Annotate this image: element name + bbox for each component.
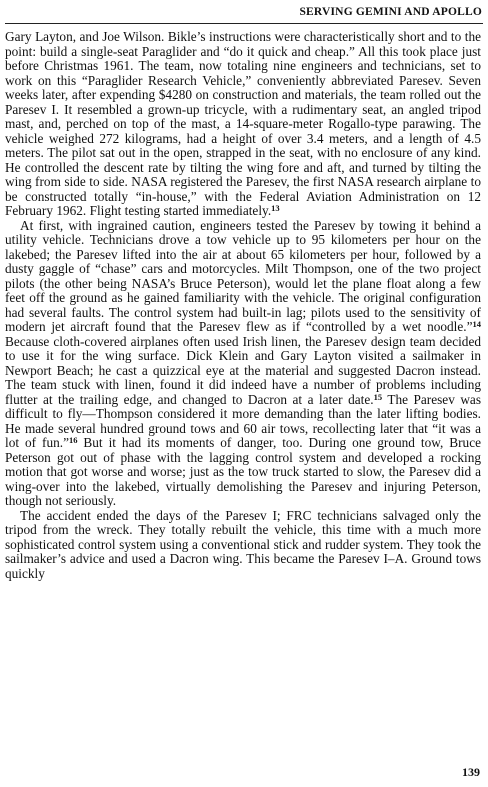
footnote-reference: 16 xyxy=(68,435,78,445)
page-number: 139 xyxy=(462,765,480,779)
paragraph xyxy=(5,509,481,582)
footnote-reference: 14 xyxy=(472,319,481,329)
paragraph-text: But it had its moments of danger, too. During one ground tow, Bruce Peterson got out of phase with the lagging control system and developed a rocking motion that got worse and worse; just as the tow truck started to slow, the Paresev did a wing-over into the lakebed, virtually demolishing the Paresev and injuring Peterson, though not seriously. xyxy=(5,435,481,508)
header-rule xyxy=(5,23,483,24)
paragraph-text: Because cloth-covered airplanes often used Irish linen, the Paresev design team decided to use it for the wing surface. Dick Klein and Gary Layton visited a sailmaker in Newport Beach; he cast a quizzical eye at the material and suggested Dacron instead. The team stuck with linen, found it did indeed have a number of problems including flutter at the trailing edge, and changed to Dacron at a later date. xyxy=(5,333,481,407)
paragraph xyxy=(5,30,481,219)
footnote-reference: 13 xyxy=(271,203,280,213)
footnote-reference: 15 xyxy=(373,391,383,402)
paragraph xyxy=(5,219,481,509)
paragraph-text: The Paresev was difficult to fly—Thompson considered it more demanding than the later lifting bodies. He made several hundred ground tows and 60 air tows, recollecting later that “it was a lot of fun.” xyxy=(5,391,482,450)
paragraph-text: The accident ended the days of the Paresev I; FRC technicians salvaged only the tripod from the wreck. They totally rebuilt the vehicle, this time with a much more sophisticated control system using a conventional stick and rudder system. They took the sailmaker’s advice and used a Dacron wing. This became the Paresev I–A. Ground tows quickly xyxy=(5,507,481,581)
paragraph-text: Gary Layton, and Joe Wilson. Bikle’s instructions were characteristically short and to the point: build a single-seat Paraglider and “do it quick and cheap.” All this took place just before Christmas 1961. The team, now totaling nine engineers and technicians, set to work on this “Paraglider Research Vehicle,” conveniently abbreviated Paresev. Seven weeks later, after expending $4280 on construction and materials, the team rolled out the Paresev I. It resembled a grown-up tricycle, with a rudimentary seat, an angled tripod mast, and, perched on top of the mast, a 14-square-meter Rogallo-type parawing. The vehicle weighed 272 kilograms, had a height of over 3.4 meters, and a length of 4.5 meters. The pilot sat out in the open, strapped in the seat, with no enclosure of any kind. He controlled the descent rate by tilting the wing fore and aft, and turned by tilting the wing from side to side. NASA registered the Paresev, the first NASA research airplane to be constructed totally “in-house,” with the Federal Aviation Administration on 12 February 1962. Flight testing started immediately. xyxy=(5,29,481,218)
running-header: SERVING GEMINI AND APOLLO xyxy=(299,6,482,18)
paragraph-text: At first, with ingrained caution, engineers tested the Paresev by towing it behind a utility vehicle. Technicians drove a tow vehicle up to 95 kilometers per hour on the lakebed; the Paresev lifted into the air at about 65 kilometers per hour, followed by a dusty gaggle of “chase” cars and motorcycles. Milt Thompson, one of the two project pilots (the other being NASA’s Bruce Peterson), would let the plane float along a few feet off the ground as he gained familiarity with the vehicle. The original configuration had several faults. The control system had built-in lag; pilots used to the sensitivity of modern jet aircraft found that the Paresev flew as if “controlled by a wet noodle.” xyxy=(5,217,481,334)
body-text xyxy=(5,30,481,581)
